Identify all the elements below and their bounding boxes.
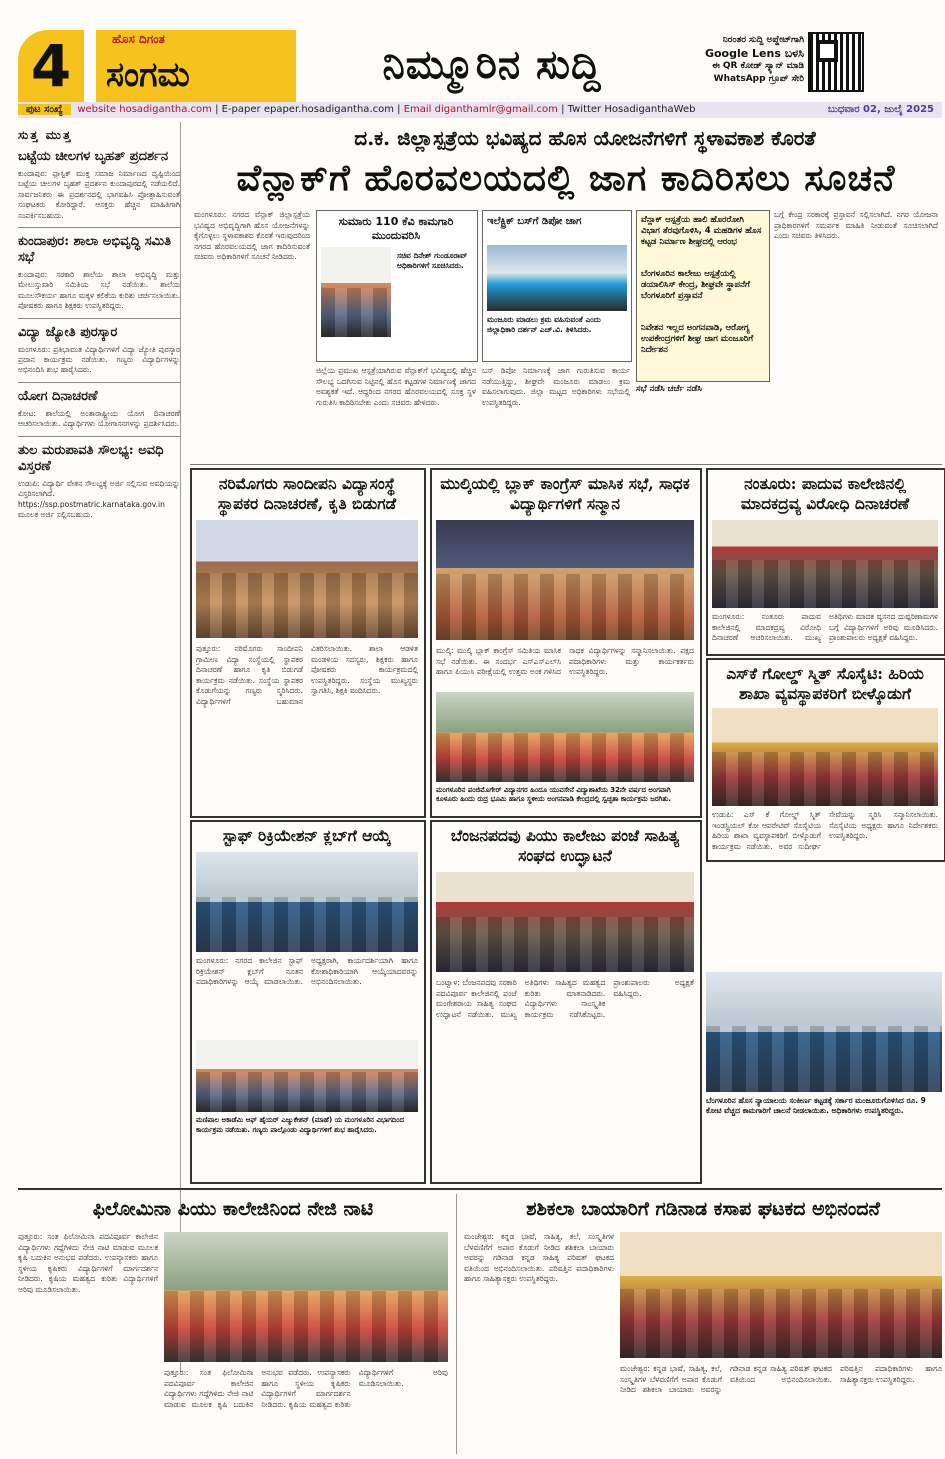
highlight-item: ಬೆಂಗಳೂರಿನ ಕಾಲೇಜು ಆಸ್ಪತ್ರೆಯಲ್ಲಿ ಡಯಾಲಿಸಿಸ್ ಕೇಂದ್ರ, ಶೀಘ್ರವೇ ಸ್ಥಾಪನೆಗೆ ಬೆಂಗಳೂರಿಗೆ ಪ್ರಸ್ತಾವನೆ [641,269,750,301]
story-text: ಮಂಜೇಶ್ವರ: ಕನ್ನಡ ಭಾಷೆ, ಸಾಹಿತ್ಯ, ಕಲೆ, ಸಂಸ್ಕೃತಿಗಳ ಬೆಳವಣಿಗೆಗೆ ಅಪಾರ ಕೊಡುಗೆ ನೀಡಿದ ಶಶಿಕಲಾ ಬಾಯಾರು ಅವರನ್ನು ಗಡಿನಾಡ ಕನ್ನಡ ಸಾಹಿತ್ಯ ಪರಿಷತ್ ಘಟಕದ ವತಿಯಿಂದ ಅಭಿನಂದಿಸಲಾಯಿತು. ಪರಿಷತ್ತಿನ ಪದಾಧಿಕಾರಿಗಳು ಹಾಗೂ ಸಾಹಿತ್ಯಾಸಕ್ತರು ಉಪಸ್ಥಿತರಿದ್ದರು. [464,1232,614,1284]
issue-date: ಬುಧವಾರ 02, ಜುಲೈ 2025 [827,104,934,115]
paper-name: ಹೊಸ ದಿಗಂತ [96,30,296,48]
photo-caption: ಮಂಗಳೂರಿನ ಪಂಜಿಮೊಗೇರ್ ವಿದ್ಯಾನಗರ ಹಿಂದೂ ಯುವಸೇನೆ ವಿದ್ಯಾಶಾಖೆಯ 32ನೇ ವರ್ಷದ ಅಂಗವಾಗಿ ಕೂಳೂರು ಹಿಂದು ರುದ್ರ ಭೂಮಿ ಹಾಗೂ ಸ್ಥಳೀಯ ಅಂಗನವಾಡಿ ಕೇಂದ್ರದಲ್ಲಿ ಸ್ವಚ್ಛತಾ ಕಾರ್ಯಕ್ರಮ ಜರಗಿತು. [436,786,671,803]
brief-headline: ವಿದ್ಯಾ ಜ್ಯೋತಿ ಪುರಸ್ಕಾರ [18,324,118,340]
photo-caption: ಮಣಿಪಾಲ ಅಕಾಡೆಮಿ ಆಫ್ ಹೈಯರ್ ಎಜ್ಯುಕೇಶನ್ (ಮಾಹೆ) ಯ ಮಂಗಳೂರಿನ ವಿಭಾಗದಿಂದ ಕಾರ್ಯಕ್ರಮ ನಡೆಯಿತು. ಗಣ್ಯರು ಪಾಲ್ಗೊಂಡು ವಿದ್ಯಾರ್ಥಿಗಳಿಗೆ ಶುಭ ಹಾರೈಸಿದರು. [196,1116,405,1134]
epaper-link[interactable]: E-paper epaper.hosadigantha.com [221,104,394,115]
story-text: ಮಂಜೇಶ್ವರ: ಕನ್ನಡ ಭಾಷೆ, ಸಾಹಿತ್ಯ, ಕಲೆ, ಸಂಸ್ಕೃತಿಗಳ ಬೆಳವಣಿಗೆಗೆ ಅಪಾರ ಕೊಡುಗೆ ನೀಡಿದ ಶಶಿಕಲಾ ಬಾಯಾರು ಅವರನ್ನು ಗಡಿನಾಡ ಕನ್ನಡ ಸಾಹಿತ್ಯ ಪರಿಷತ್ ಘಟಕದ ವತಿಯಿಂದ ಅಭಿನಂದಿಸಲಾಯಿತು. ಪರಿಷತ್ತಿನ ಪದಾಧಿಕಾರಿಗಳು ಹಾಗೂ ಸಾಹಿತ್ಯಾಸಕ್ತರು ಉಪಸ್ಥಿತರಿದ್ದರು. [620,1364,942,1395]
story-photo [436,520,694,640]
highlights-box [636,210,770,382]
briefs-column [18,122,181,1372]
story-headline: ಶಶಿಕಲಾ ಬಾಯಾರಿಗೆ ಗಡಿನಾಡ ಕಸಾಪ ಘಟಕದ ಅಭಿನಂದನೆ [526,1198,880,1220]
lead-story [190,122,942,462]
lead-text: ಜಿಲ್ಲೆಯ ಪ್ರಮುಖ ಆಸ್ಪತ್ರೆಯಾಗಿರುವ ವೆನ್ಲಾಕ್‌ಗೆ ಭವಿಷ್ಯದಲ್ಲಿ ಹೆಚ್ಚಿನ ಸೌಲಭ್ಯ ಒದಗಿಸುವ ನಿಟ್ಟಿನಲ್ಲಿ ಹೊಸ ಕಟ್ಟಡಗಳ ನಿರ್ಮಾಣಕ್ಕೆ ಜಾಗದ ಅವಶ್ಯಕತೆ ಇದೆ. ಆದ್ದರಿಂದ ನಗರದ ಹೊರವಲಯದಲ್ಲಿ ಸೂಕ್ತ ಸ್ಥಳ ಗುರುತಿಸಿ ಕಾದಿರಿಸಬೇಕು ಎಂದು ಸಚಿವರು ಹೇಳಿದರು. [316,366,476,407]
story-photo [164,1232,448,1362]
story-headline: ಎಸ್‌ಕೆ ಗೋಲ್ಡ್ ಸ್ಮಿತ್ ಸೊಸೈಟಿ: ಹಿರಿಯ ಶಾಖಾ ವ್ಯವಸ್ಥಾಪಕರಿಗೆ ಬೀಳ್ಕೊಡುಗೆ [726,664,924,703]
story-headline: ನಂತೂರು: ಪಾದುವ ಕಾಲೇಜಿನಲ್ಲಿ ಮಾದಕದ್ರವ್ಯ ವಿರೋಧಿ ದಿನಾಚರಣೆ [740,474,910,513]
electric-bus-photo [487,245,627,311]
brief-text: ಮಂಗಳೂರು: ಪ್ರತಿಭಾವಂತ ವಿದ್ಯಾರ್ಥಿಗಳಿಗೆ ವಿದ್ಯಾ ಜ್ಯೋತಿ ಪುರಸ್ಕಾರ ಪ್ರದಾನ ಕಾರ್ಯಕ್ರಮ ನಡೆಯಿತು. ಗಣ್ಯರು ವಿದ್ಯಾರ್ಥಿಗಳನ್ನು ಅಭಿನಂದಿಸಿ ಶುಭ ಹಾರೈಸಿದರು. [18,344,180,375]
website-link[interactable]: website hosadigantha.com [77,104,212,115]
story-text: ಮುಲ್ಕಿ: ಮುಲ್ಕಿ ಬ್ಲಾಕ್ ಕಾಂಗ್ರೆಸ್ ಸಮಿತಿಯ ಮಾಸಿಕ ಸಭೆ ನಡೆಯಿತು. ಈ ಸಂದರ್ಭ ಎಸ್ಎಸ್ಎಲ್‌ಸಿ ಹಾಗೂ ಪಿಯುಸಿ ಪರೀಕ್ಷೆಯಲ್ಲಿ ಉತ್ತಮ ಅಂಕ ಗಳಿಸಿದ ಸಾಧಕ ವಿದ್ಯಾರ್ಥಿಗಳನ್ನು ಸನ್ಮಾನಿಸಲಾಯಿತು. ಪಕ್ಷದ ಪದಾಧಿಕಾರಿಗಳು ಮತ್ತು ಕಾರ್ಯಕರ್ತರು ಉಪಸ್ಥಿತರಿದ್ದರು. [436,646,694,677]
story-photo [436,872,694,972]
bus-caption: ಮಂಜೂರು ಮಾಡಲು ಕ್ರಮ ವಹಿಸುವಂತೆ ಎಂದು ಜಿಲ್ಲಾಧಿಕಾರಿ ದರ್ಶನ್ ಎಚ್.ವಿ. ತಿಳಿಸಿದರು. [487,315,601,334]
story-photo [196,852,418,952]
page-label: ಪುಟ ಸಂಖ್ಯೆ [18,104,71,115]
lead-kicker: ದ.ಕ. ಜಿಲ್ಲಾಸ್ಪತ್ರೆಯ ಭವಿಷ್ಯದ ಹೊಸ ಯೋಜನೆಗಳಿಗೆ ಸ್ಥಳಾವಕಾಶ ಕೊರತೆ [354,126,816,150]
story-headline: ನರಿಮೊಗರು ಸಾಂದೀಪನಿ ವಿದ್ಯಾಸಂಸ್ಥೆ ಸ್ಥಾಪಕರ ದಿನಾಚರಣೆ, ಕೃತಿ ಬಿಡುಗಡೆ [217,474,397,513]
info-bar: ಪುಟ ಸಂಖ್ಯೆ website hosadigantha.com | E-paper epaper.hosadigantha.com | Email diganthamlr@gmail.com | Twitter HosadiganthaWeb ಬುಧವಾರ 02, ಜುಲೈ 2025 [18,102,942,118]
story-text: ಪುತ್ತೂರು: ನರಿಮೊಗರು ಸಾಂದೀಪನಿ ಗ್ರಾಮೀಣ ವಿದ್ಯಾ ಸಂಸ್ಥೆಯಲ್ಲಿ ಸ್ಥಾಪಕರ ದಿನಾಚರಣೆ ಹಾಗೂ ಕೃತಿ ಬಿಡುಗಡೆ ಕಾರ್ಯಕ್ರಮ ನಡೆಯಿತು. ಸಂಸ್ಥೆಯ ಸ್ಥಾಪಕರ ಕೊಡುಗೆಯನ್ನು ಗಣ್ಯರು ಸ್ಮರಿಸಿದರು. ವಿದ್ಯಾರ್ಥಿಗಳಿಗೆ ಬಹುಮಾನ ವಿತರಿಸಲಾಯಿತು. ಶಾಲಾ ಆಡಳಿತ ಮಂಡಳಿಯ ಸದಸ್ಯರು, ಶಿಕ್ಷಕರು ಹಾಗೂ ಪೋಷಕರು ಕಾರ್ಯಕ್ರಮದಲ್ಲಿ ಉಪಸ್ಥಿತರಿದ್ದರು. ಸಂಸ್ಥೆಯ ಮುಖ್ಯಸ್ಥರು ಸ್ವಾಗತಿಸಿ, ಶಿಕ್ಷಕಿ ವಂದಿಸಿದರು. [196,644,418,706]
brief-text: ಉಡುಪಿ: ವಿದ್ಯಾರ್ಥಿ ವೇತನ ಸೌಲಭ್ಯಕ್ಕೆ ಅರ್ಜಿ ಸಲ್ಲಿಸುವ ಅವಧಿಯನ್ನು ವಿಸ್ತರಿಸಲಾಗಿದೆ. https://ssp.postmatric.karnataka.gov.in ಮೂಲಕ ಅರ್ಜಿ ಸಲ್ಲಿಸಬಹುದು. [18,478,180,519]
lead-headline: ವೆನ್ಲಾಕ್‌ಗೆ ಹೊರವಲಯದಲ್ಲಿ ಜಾಗ ಕಾದಿರಿಸಲು ಸೂಚನೆ [236,157,896,199]
story-text: ಪುತ್ತೂರು: ಸಂತ ಫಿಲೋಮಿನಾ ಪದವಿಪೂರ್ವ ಕಾಲೇಜಿನ ವಿದ್ಯಾರ್ಥಿಗಳು ಗದ್ದೆಗಿಳಿದು ನೇಜಿ ನಾಟಿ ಮಾಡುವ ಮೂಲಕ ಕೃಷಿ ಬದುಕಿನ ಅನುಭವ ಪಡೆದರು. ಉಪನ್ಯಾಸಕರು ಹಾಗೂ ಸ್ಥಳೀಯ ಕೃಷಿಕರು ವಿದ್ಯಾರ್ಥಿಗಳಿಗೆ ಮಾರ್ಗದರ್ಶನ ನೀಡಿದರು. ಕೃಷಿಯ ಮಹತ್ವದ ಕುರಿತು ವಿದ್ಯಾರ್ಥಿಗಳಿಗೆ ಅರಿವು ಮೂಡಿಸಲಾಯಿತು. [164,1368,448,1409]
masthead [0,0,945,100]
bus-title: ಇಲೆಕ್ಟ್ರಿಕ್ ಬಸ್‌ಗೆ ಡಿಪೋ ಜಾಗ [487,216,582,227]
story-text: ಮಂಗಳೂರು: ನಗರದ ಕಾಲೇಜಿನ ಸ್ಟಾಫ್ ರಿಕ್ರಿಯೇಶನ್ ಕ್ಲಬ್‌ಗೆ ನೂತನ ಪದಾಧಿಕಾರಿಗಳನ್ನು ಆಯ್ಕೆ ಮಾಡಲಾಯಿತು. ಅಧ್ಯಕ್ಷರಾಗಿ, ಕಾರ್ಯದರ್ಶಿಯಾಗಿ ಹಾಗೂ ಕೋಶಾಧಿಕಾರಿಯಾಗಿ ಆಯ್ಕೆಯಾದವರನ್ನು ಅಭಿನಂದಿಸಲಾಯಿತು. [196,956,418,987]
story-photo [620,1232,942,1358]
brief-headline: ತುಲ ಮರುಪಾವತಿ ಸೌಲಭ್ಯ: ಅವಧಿ ವಿಸ್ತರಣೆ [18,442,164,474]
story-text: ಮಂಗಳೂರು: ನಂತೂರು ಪಾದುವ ಕಾಲೇಜಿನಲ್ಲಿ ಮಾದಕದ್ರವ್ಯ ವಿರೋಧಿ ದಿನಾಚರಣೆ ಆಚರಿಸಲಾಯಿತು. ಮುಖ್ಯ ಅತಿಥಿಗಳು ಮಾದಕ ವ್ಯಸನದ ದುಷ್ಪರಿಣಾಮಗಳ ಬಗ್ಗೆ ವಿದ್ಯಾರ್ಥಿಗಳಿಗೆ ಅರಿವು ಮೂಡಿಸಿದರು. ಪ್ರಾಂಶುಪಾಲರು ಅಧ್ಯಕ್ಷತೆ ವಹಿಸಿದ್ದರು. [712,612,938,643]
lead-text: ಮಂಗಳೂರು: ನಗರದ ವೆನ್ಲಾಕ್ ಜಿಲ್ಲಾಸ್ಪತ್ರೆಯ ಭವಿಷ್ಯದ ಅಭಿವೃದ್ಧಿಗಾಗಿ ಹೊಸ ಯೋಜನೆಗಳನ್ನು ಕೈಗೊಳ್ಳಲು ಸ್ಥಳಾವಕಾಶದ ಕೊರತೆ ಇರುವುದರಿಂದ ನಗರದ ಹೊರವಲಯದಲ್ಲಿ ಜಾಗ ಕಾದಿರಿಸುವಂತೆ ಸಚಿವರು ಅಧಿಕಾರಿಗಳಿಗೆ ಸೂಚನೆ ನೀಡಿದರು. [194,210,310,262]
page-number: 4 [18,30,84,102]
brief-text: ಕೋಟ: ಶಾಲೆಯಲ್ಲಿ ಅಂತಾರಾಷ್ಟ್ರೀಯ ಯೋಗ ದಿನಾಚರಣೆ ಆಚರಿಸಲಾಯಿತು. ವಿದ್ಯಾರ್ಥಿಗಳು ಯೋಗಾಸನಗಳನ್ನು ಪ್ರದರ್ಶಿಸಿದರು. [18,408,180,429]
supplement-title: ಸಂಗಮ [96,48,296,102]
minister-box [316,210,478,362]
briefs-logo: ಸುತ್ತ ಮುತ್ತ [18,128,73,142]
qr-instructions: ನಿರಂತರ ಸುದ್ದಿ ಅಪ್ಡೇಟ್‌ಗಾಗಿ Google Lens ಬಳಸಿ ಈ QR ಕೋಡ್ ಸ್ಕ್ಯಾನ್ ಮಾಡಿ WhatsApp ಗ್ರೂಪ್ ಸೇರಿ [704,35,804,84]
brief-headline: ಕುಂದಾಪುರ: ಶಾಲಾ ಅಭಿವೃದ್ಧಿ ಸಮಿತಿ ಸಭೆ [18,234,171,266]
story-photo [712,708,938,806]
story-text: ಪುತ್ತೂರು: ಸಂತ ಫಿಲೋಮಿನಾ ಪದವಿಪೂರ್ವ ಕಾಲೇಜಿನ ವಿದ್ಯಾರ್ಥಿಗಳು ಗದ್ದೆಗಿಳಿದು ನೇಜಿ ನಾಟಿ ಮಾಡುವ ಮೂಲಕ ಕೃಷಿ ಬದುಕಿನ ಅನುಭವ ಪಡೆದರು. ಉಪನ್ಯಾಸಕರು ಹಾಗೂ ಸ್ಥಳೀಯ ಕೃಷಿಕರು ವಿದ್ಯಾರ್ಥಿಗಳಿಗೆ ಮಾರ್ಗದರ್ಶನ ನೀಡಿದರು. ಕೃಷಿಯ ಮಹತ್ವದ ಕುರಿತು ವಿದ್ಯಾರ್ಥಿಗಳಿಗೆ ಅರಿವು ಮೂಡಿಸಲಾಯಿತು. [18,1232,158,1294]
highlight-item: ನಿವೇಶನ ಇಲ್ಲದ ಅಂಗನವಾಡಿ, ಆರೋಗ್ಯ ಉಪಕೇಂದ್ರಗಳಿಗೆ ಶೀಘ್ರ ಜಾಗ ಮಂಜೂರಿಗೆ ನಿರ್ದೇಶನ [641,323,754,355]
twitter-link[interactable]: Twitter HosadiganthaWeb [567,104,696,115]
minister-photo [321,247,391,337]
story-headline: ಮುಲ್ಕಿಯಲ್ಲಿ ಬ್ಲಾಕ್ ಕಾಂಗ್ರೆಸ್ ಮಾಸಿಕ ಸಭೆ, ಸಾಧಕ ವಿದ್ಯಾರ್ಥಿಗಳಿಗೆ ಸನ್ಮಾನ [440,474,690,513]
story-text: ಉಡುಪಿ: ಎಸ್ ಕೆ ಗೋಲ್ಡ್ ಸ್ಮಿತ್ ಇಂಡಸ್ಟ್ರಿಯಲ್ ಕೋ ಆಪರೇಟಿವ್ ಸೊಸೈಟಿಯ ಹಿರಿಯ ಶಾಖಾ ವ್ಯವಸ್ಥಾಪಕರಿಗೆ ಬೀಳ್ಕೊಡುಗೆ ಕಾರ್ಯಕ್ರಮ ನಡೆಯಿತು. ಅವರ ಸುದೀರ್ಘ ಸೇವೆಯನ್ನು ಸ್ಮರಿಸಿ ಸನ್ಮಾನಿಸಲಾಯಿತು. ಸೊಸೈಟಿಯ ಅಧ್ಯಕ್ಷರು ಹಾಗೂ ನಿರ್ದೇಶಕರು ಉಪಸ್ಥಿತರಿದ್ದರು. [712,810,938,851]
brief-text: ಕುಂದಾಪುರ: ಪ್ಲಾಸ್ಟಿಕ್ ಮುಕ್ತ ಸಮಾಜ ನಿರ್ಮಾಣದ ದೃಷ್ಟಿಯಿಂದ ಬಟ್ಟೆಯ ಚೀಲಗಳ ಬೃಹತ್ ಪ್ರದರ್ಶನ ಕುಂದಾಪುರದಲ್ಲಿ ನಡೆಯಲಿದೆ. ಸಾರ್ವಜನಿಕರು ಈ ಪ್ರದರ್ಶನದಲ್ಲಿ ಭಾಗವಹಿಸಿ ಪ್ರೋತ್ಸಾಹಿಸುವಂತೆ ಸಂಘಟಕರು ಕೋರಿದ್ದಾರೆ. ಆಸಕ್ತರು ಹೆಚ್ಚಿನ ಮಾಹಿತಿಗಾಗಿ ಸಂಪರ್ಕಿಸಬಹುದು. [18,169,180,220]
lead-text: ಬಗ್ಗೆ ಕೇಂದ್ರ ಸರಕಾರಕ್ಕೆ ಪ್ರಸ್ತಾವನೆ ಸಲ್ಲಿಸಲಾಗಿದೆ. ನಗರ ಯೋಜನಾ ಪ್ರಾಧಿಕಾರಗಳಿಗೆ ಸಮರ್ಪಕ ಮಾಹಿತಿ ನೀಡುವಂತೆ ಸೂಚಿಸಲಾಗಿದೆ ಎಂದು ಸಚಿವರು ತಿಳಿಸಿದರು. [774,210,938,241]
court-photo [706,972,942,1092]
brief-text: ಕುಂದಾಪುರ: ಸರಕಾರಿ ಶಾಲೆಯ ಶಾಲಾ ಅಭಿವೃದ್ಧಿ ಮತ್ತು ಮೇಲುಸ್ತುವಾರಿ ಸಮಿತಿಯ ಸಭೆ ನಡೆಯಿತು. ಶಾಲೆಯ ಮೂಲಸೌಕರ್ಯ ಹಾಗೂ ಮಕ್ಕಳ ಕಲಿಕೆಯ ಕುರಿತು ಚರ್ಚಿಸಲಾಯಿತು. ಪೋಷಕರು ಹಾಗೂ ಶಿಕ್ಷಕರು ಉಪಸ್ಥಿತರಿದ್ದರು. [18,270,180,311]
box-caption: ಸಚಿವ ದಿನೇಶ್ ಗುಂಡೂರಾವ್ ಅಧಿಕಾರಿಗಳಿಗೆ ಸೂಚಿಸಿದರು. [397,251,468,270]
story-text: ಬಂಟ್ವಾಳ: ಬೆಂಜನಪದವು ಸರಕಾರಿ ಪದವಿಪೂರ್ವ ಕಾಲೇಜಿನಲ್ಲಿ ಪಂಜೆ ಮಂಗೇಶರಾಯ ಸಾಹಿತ್ಯ ಸಂಘದ ಉದ್ಘಾಟನೆ ನಡೆಯಿತು. ಮುಖ್ಯ ಅತಿಥಿಗಳು ಸಾಹಿತ್ಯದ ಮಹತ್ವದ ಕುರಿತು ಮಾತನಾಡಿದರು. ವಿದ್ಯಾರ್ಥಿಗಳು ಸಾಂಸ್ಕೃತಿಕ ಕಾರ್ಯಕ್ರಮ ನಡೆಸಿಕೊಟ್ಟರು. ಪ್ರಾಂಶುಪಾಲರು ಅಧ್ಯಕ್ಷತೆ ವಹಿಸಿದ್ದರು. [436,978,694,1019]
story-headline: ಫಿಲೋಮಿನಾ ಪಿಯು ಕಾಲೇಜಿನಿಂದ ನೇಜಿ ನಾಟಿ [92,1198,374,1220]
lead-text: ಬಸ್ ಡಿಪೋ ನಿರ್ಮಾಣಕ್ಕೆ ಜಾಗ ಗುರುತಿಸುವ ಕಾರ್ಯ ನಡೆಯುತ್ತಿದ್ದು, ಶೀಘ್ರವೇ ಮಂಜೂರು ಮಾಡಲು ಕ್ರಮ ವಹಿಸಲಾಗುವುದು. ಜಿಲ್ಲಾ ಮಟ್ಟದ ಅಧಿಕಾರಿಗಳು ಸಭೆಯಲ್ಲಿ ಉಪಸ್ಥಿತರಿದ್ದರು. [482,366,630,407]
brief-headline: ಯೋಗ ದಿನಾಚರಣೆ [18,388,98,404]
qr-code-icon[interactable] [808,32,864,92]
mahe-event-photo [196,1040,418,1112]
email-link[interactable]: Email diganthamlr@gmail.com [403,104,558,115]
story-headline: ಬೆಂಜನಪದವು ಪಿಯು ಕಾಲೇಜು ಪಂಜೆ ಸಾಹಿತ್ಯ ಸಂಘದ ಉದ್ಘಾಟನೆ [450,826,680,865]
brief-headline: ಬಟ್ಟೆಯ ಚೀಲಗಳ ಬೃಹತ್ ಪ್ರದರ್ಶನ [18,149,169,164]
story-headline: ಸ್ಟಾಫ್ ರಿಕ್ರಿಯೇಶನ್ ಕ್ಲಬ್‌ಗೆ ಆಯ್ಕೆ [222,826,392,845]
bus-box [482,210,632,362]
subhead: ಸಭೆ ನಡೆಸಿ ಚರ್ಚೆ ನಡೆಸಿ [636,384,702,394]
box-title: ಸುಮಾರು 110 ಕೆವಿ ಕಾಮಗಾರಿ ಮುಂದುವರಿಸಿ [338,215,454,242]
story-photo [712,520,938,608]
highlight-item: ವೆನ್ಲಾಕ್ ಆಸ್ಪತ್ರೆಯ ಹಾಲಿ ಹೊರರೋಗಿ ವಿಭಾಗ ತೆರವುಗೊಳಿಸಿ, 4 ಮಹಡಿಗಳ ಹೊಸ ಕಟ್ಟಡ ನಿರ್ಮಾಣ ಶೀಘ್ರದಲ್ಲಿ ಆರಂಭ [641,215,762,247]
section-title: ನಿಮ್ಮೂರಿನ ಸುದ್ದಿ [382,41,602,88]
temple-cleanup-photo [436,692,694,782]
photo-caption: ಬೆಂಗಳೂರಿನ ಹೊಸ ನ್ಯಾಯಾಲಯ ಸಂಕೀರ್ಣ ಕಟ್ಟಡಕ್ಕೆ ಸರ್ಕಾರ ಮಂಜೂರುಗೊಳಿಸಿದ ರೂ. 9 ಕೋಟಿ ವೆಚ್ಚದ ಕಾಮಗಾರಿಗೆ ಚಾಲನೆ ನೀಡಲಾಯಿತು. ಅಧಿಕಾರಿಗಳು ಉಪಸ್ಥಿತರಿದ್ದರು. [706,1096,926,1115]
story-photo [196,520,418,638]
